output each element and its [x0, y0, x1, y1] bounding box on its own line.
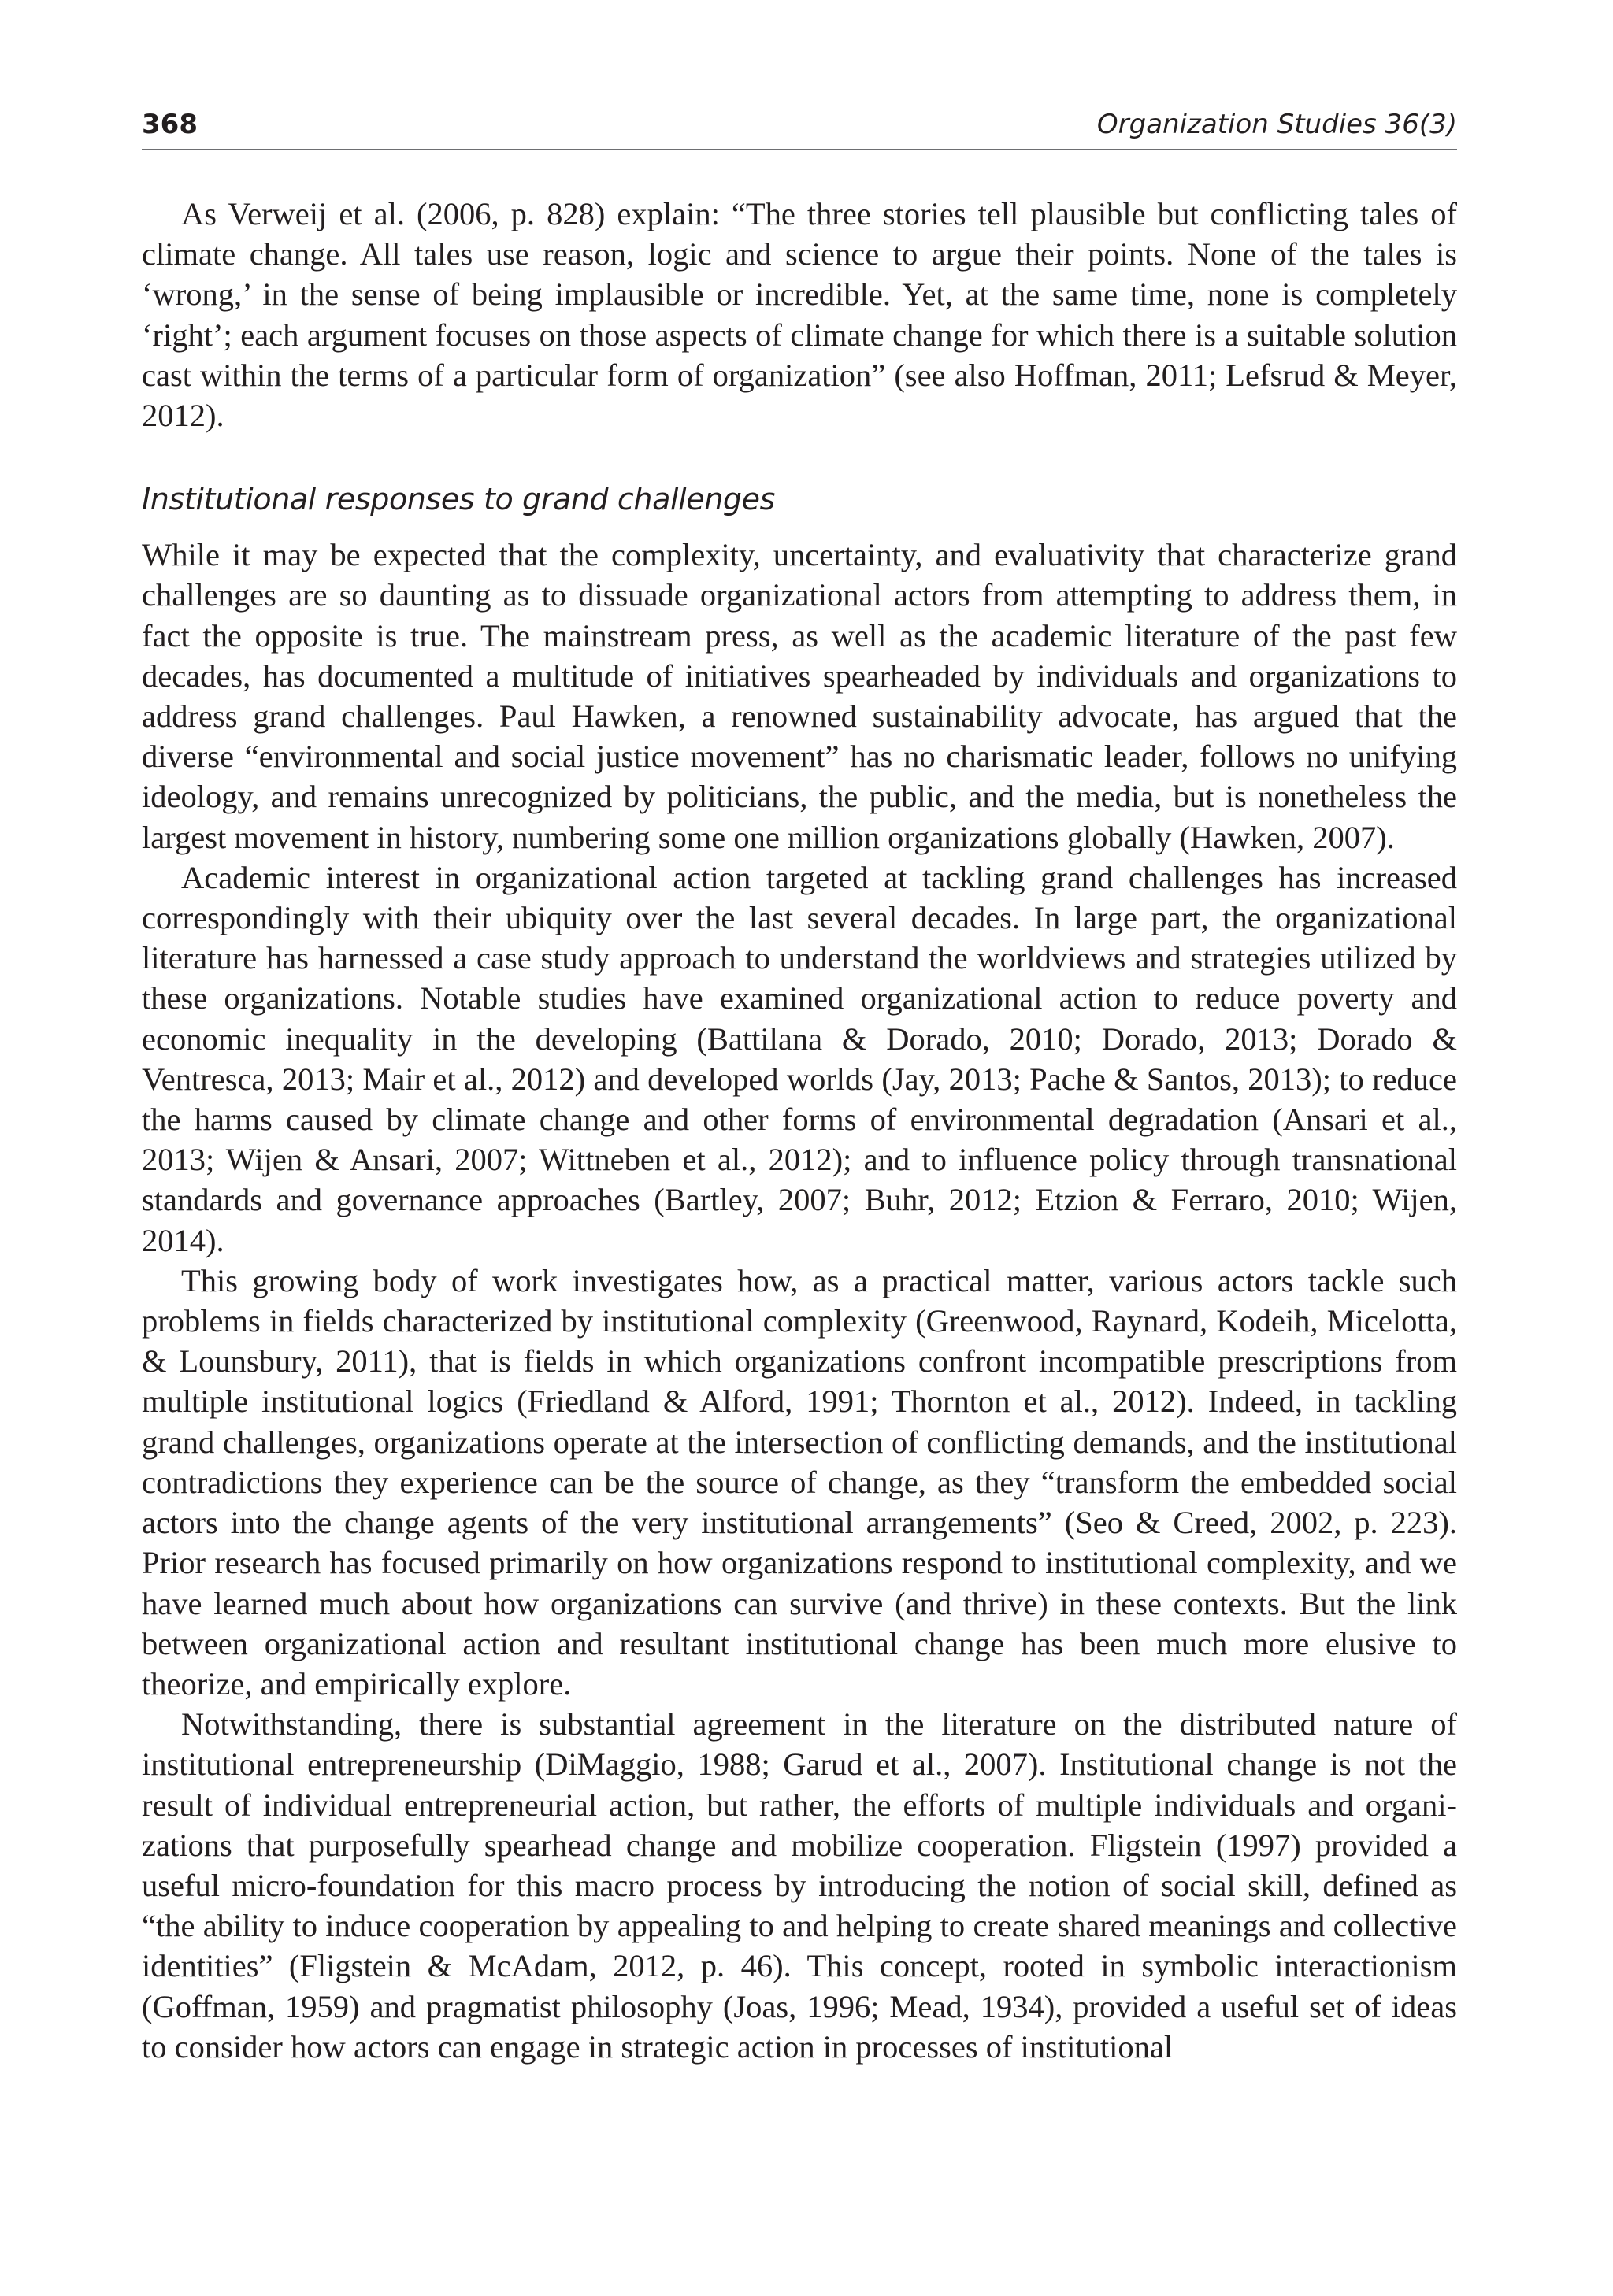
paragraph-institutional-entrepreneurship: Notwithstanding, there is substantial agreement in the literature on the distributed nature of institutional entrepreneurship (DiMaggio, 1988; Garud et al., 2007). Institutional change is not the result of individual entrepreneurial action, but rather, the efforts of multiple individuals and organizations that purposefully spearhead change and mobilize cooperation. Fligstein (1997) provided a useful micro-foundation for this macro process by introducing the notion of social skill, defined as “the ability to induce cooperation by appealing to and helping to create shared meanings and collective identities” (Fligstein & McAdam, 2012, p. 46). This concept, rooted in symbolic interactionism (Goffman, 1959) and pragmatist philosophy (Joas, 1996; Mead, 1934), provided a useful set of ideas to consider how actors can engage in strategic action in processes of institutional	[142, 1706, 1457, 2065]
section-heading: Institutional responses to grand challenges	[142, 482, 776, 517]
header-rule	[142, 149, 1457, 150]
paragraph-academic-interest: Academic interest in organizational action targeted at tackling grand challenges has increased correspondingly with their ubiquity over the last several decades. In large part, the organizational literature has harnessed a case study approach to understand the worldviews and strategies utilized by these organizations. Notable studies have examined organizational action to reduce poverty and economic inequality in the developing (Battilana & Dorado, 2010; Dorado, 2013; Dorado & Ventresca, 2013; Mair et al., 2012) and developed worlds (Jay, 2013; Pache & Santos, 2013); to reduce the harms caused by climate change and other forms of environmental degradation (Ansari et al., 2013; Wijen & Ansari, 2007; Wittneben et al., 2012); and to influence policy through transnational standards and governance approaches (Bartley, 2007; Buhr, 2012; Etzion & Ferraro, 2010; Wijen, 2014).	[142, 859, 1457, 1258]
paragraph-hawken: While it may be expected that the complexity, uncertainty, and evaluativity that characterize grand challenges are so daunting as to dissuade organizational actors from attempting to address them, in fact the opposite is true. The mainstream press, as well as the academic literature of the past few decades, has documented a multitude of initiatives spearheaded by individuals and organizations to address grand challenges. Paul Hawken, a renowned sustainability advocate, has argued that the diverse “environmental and social justice movement” has no charismatic leader, follows no unifying ideology, and remains unrecognized by politicians, the public, and the media, but is nonetheless the largest movement in history, numbering some one million organizations globally (Hawken, 2007).	[142, 537, 1457, 855]
page-number: 368	[142, 109, 198, 140]
article-body	[142, 194, 1457, 2067]
paragraph-institutional-complexity: This growing body of work investigates how, as a practical matter, various actors tackle such problems in fields characterized by institutional complexity (Greenwood, Raynard, Kodeih, Micelotta, & Lounsbury, 2011), that is fields in which organizations confront incompatible prescriptions from multiple institutional logics (Friedland & Alford, 1991; Thornton et al., 2012). Indeed, in tackling grand challenges, organizations operate at the intersection of conflicting demands, and the institutional contradictions they experience can be the source of change, as they “transform the embedded social actors into the change agents of the very institutional arrangements” (Seo & Creed, 2002, p. 223). Prior research has focused primarily on how organizations respond to institutional complexity, and we have learned much about how organizations can survive (and thrive) in these contexts. But the link between organizational action and resultant institutional change has been much more elusive to theorize, and empirically explore.	[142, 1262, 1457, 1702]
journal-title: Organization Studies 36(3)	[1096, 109, 1457, 140]
running-head	[142, 109, 1457, 146]
paragraph-verweij-quote: As Verweij et al. (2006, p. 828) explain: “The three stories tell plausible but conflicting tales of climate change. All tales use reason, logic and science to argue their points. None of the tales is ‘wrong,’ in the sense of being implausible or incredible. Yet, at the same time, none is completely ‘right’; each argument focuses on those aspects of climate change for which there is a suitable solution cast within the terms of a particular form of organization” (see also Hoffman, 2011; Lefsrud & Meyer, 2012).	[142, 196, 1457, 434]
